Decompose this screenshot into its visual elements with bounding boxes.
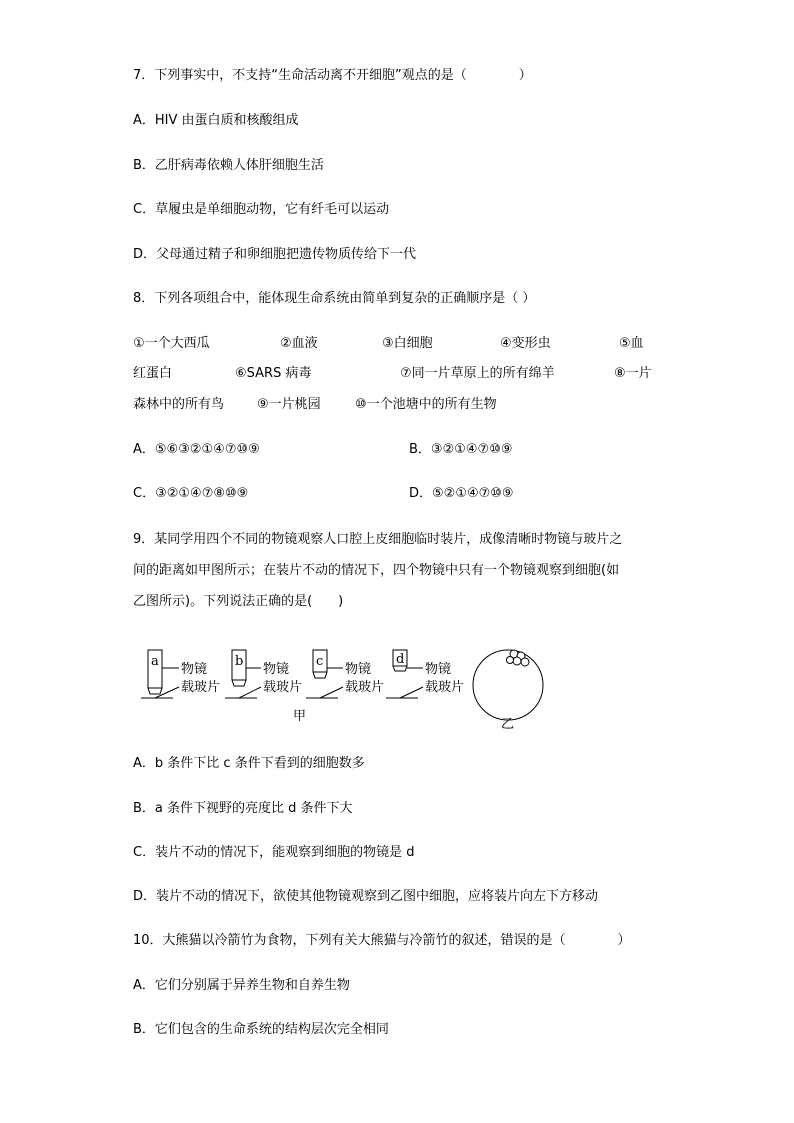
- q8-item-2: ②血液: [280, 336, 318, 351]
- cells-icon: [507, 650, 530, 666]
- slide-a-leader: [155, 687, 179, 698]
- q8-item-1: ①一个大西瓜: [133, 336, 210, 351]
- slide-label-a: 载玻片: [181, 680, 221, 695]
- q8-item-9: ⑨一片桃园: [257, 397, 321, 412]
- q8-option-c: C．③②①④⑦⑧⑩⑨: [133, 486, 249, 501]
- q10-option-b: B．它们包含的生命系统的结构层次完全相同: [133, 1022, 389, 1037]
- q7-option-c: C．草履虫是单细胞动物，它有纤毛可以运动: [133, 202, 390, 217]
- q8-item-3: ③白细胞: [382, 336, 433, 351]
- slide-label-b: 载玻片: [263, 680, 303, 695]
- q8-item-7: ⑦同一片草原上的所有绵羊: [400, 366, 555, 381]
- lens-letter-b: b: [235, 654, 244, 669]
- q10-option-a: A．它们分别属于异养生物和自养生物: [133, 978, 350, 993]
- slide-c-leader: [320, 687, 343, 698]
- q9-stem-line3: 乙图所示)。下列说法正确的是( ): [133, 594, 344, 609]
- lens-letter-a: a: [151, 654, 159, 669]
- q8-option-a: A．⑤⑥③②①④⑦⑩⑨: [133, 442, 260, 457]
- q9-stem-line2: 间的距离如甲图所示；在装片不动的情况下，四个物镜中只有一个物镜观察到细胞(如: [133, 563, 620, 578]
- q9-stem-line1: 9．某同学用四个不同的物镜观察人口腔上皮细胞临时装片，成像清晰时物镜与玻片之: [133, 532, 623, 547]
- slide-b-leader: [239, 687, 261, 698]
- q8-item-8a: ⑧一片: [614, 366, 652, 381]
- q7-option-a: A．HIV 由蛋白质和核酸组成: [133, 113, 299, 128]
- q9-figure: [133, 640, 553, 730]
- q7-option-d: D．父母通过精子和卵细胞把遗传物质传给下一代: [133, 247, 417, 262]
- q8-item-6: ⑥SARS 病毒: [235, 366, 312, 381]
- q7-stem: 7．下列事实中，不支持“生命活动离不开细胞”观点的是（ ）: [133, 68, 532, 83]
- q8-item-10: ⑩一个池塘中的所有生物: [355, 397, 497, 412]
- lens-label-b: 物镜: [263, 662, 290, 677]
- q10-stem: 10．大熊猫以冷箭竹为食物，下列有关大熊猫与冷箭竹的叙述，错误的是（ ）: [133, 933, 631, 948]
- slide-label-c: 载玻片: [345, 680, 385, 695]
- q8-item-5a: ⑤血: [619, 336, 644, 351]
- slide-d-leader: [400, 687, 423, 698]
- slide-label-d: 载玻片: [425, 680, 465, 695]
- q9-option-b: B．a 条件下视野的亮度比 d 条件下大: [133, 801, 353, 816]
- figure-caption-yi: 乙: [501, 717, 515, 730]
- lens-letter-c: c: [316, 654, 324, 669]
- q9-option-d: D．装片不动的情况下，欲使其他物镜观察到乙图中细胞，应将装片向左下方移动: [133, 889, 599, 904]
- q8-stem: 8．下列各项组合中，能体现生命系统由简单到复杂的正确顺序是（ ）: [133, 291, 536, 306]
- lens-label-a: 物镜: [181, 662, 208, 677]
- q8-item-4: ④变形虫: [500, 336, 551, 351]
- q8-option-d: D．⑤②①④⑦⑩⑨: [409, 486, 514, 501]
- q8-option-b: B．③②①④⑦⑩⑨: [409, 442, 513, 457]
- q9-option-c: C．装片不动的情况下，能观察到细胞的物镜是 d: [133, 845, 415, 860]
- figure-caption-jia: 甲: [293, 709, 307, 724]
- lens-label-d: 物镜: [425, 662, 452, 677]
- q9-option-a: A．b 条件下比 c 条件下看到的细胞数多: [133, 756, 365, 771]
- lens-label-c: 物镜: [345, 662, 372, 677]
- q8-item-8b: 森林中的所有鸟: [133, 397, 225, 412]
- q7-option-b: B．乙肝病毒依赖人体肝细胞生活: [133, 158, 324, 173]
- q8-item-5b: 红蛋白: [133, 366, 173, 381]
- lens-letter-d: d: [396, 652, 405, 667]
